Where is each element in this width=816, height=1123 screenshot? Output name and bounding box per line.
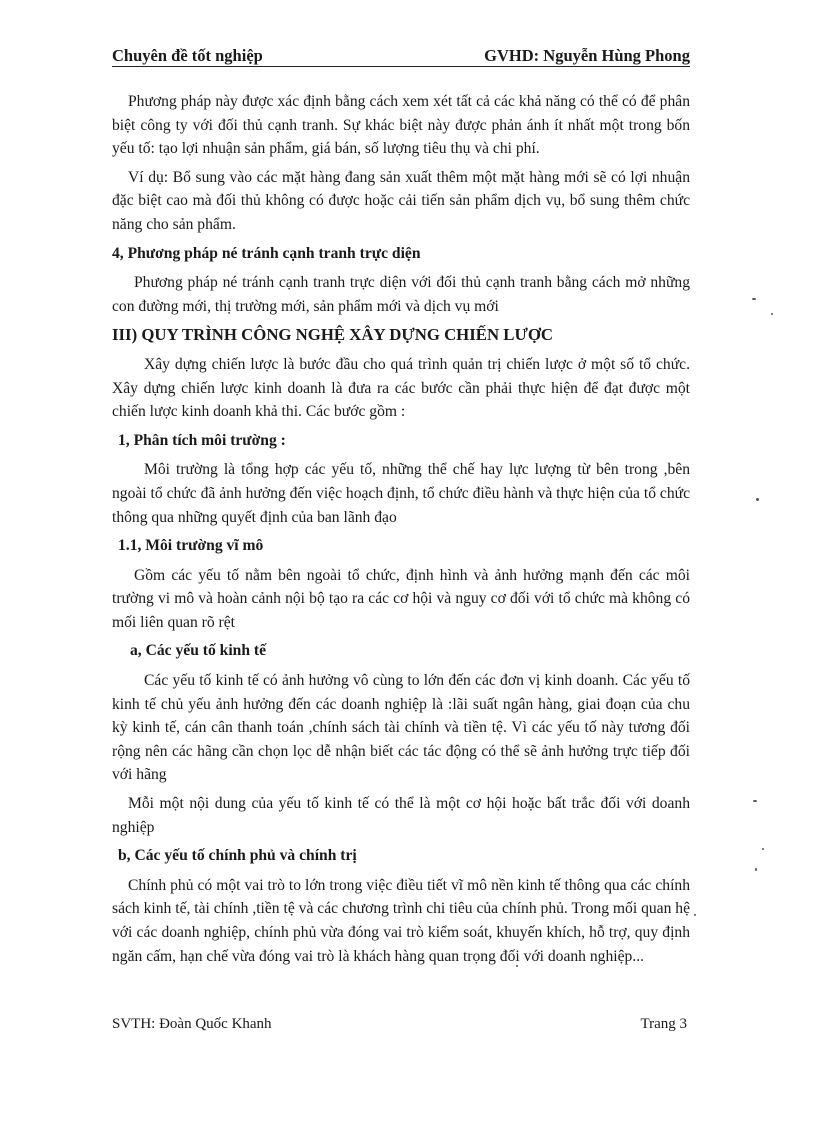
scan-speck bbox=[753, 800, 757, 802]
scan-speck bbox=[752, 298, 756, 300]
heading-section-1: 1, Phân tích môi trường : bbox=[118, 431, 286, 449]
paragraph-7: Các yếu tố kinh tế có ảnh hưởng vô cùng to lớn đến các đơn vị kinh doanh. Các yếu tố kinh tế chủ yếu ảnh hưởng đến các doanh nghiệp là :lãi suất ngân hàng, giai đoạn của chu kỳ kinh tế, cán cân thanh toán ,chính sách tài chính và tiền tệ. Vì các yếu tố này tương đối rộng nên các hãng cần chọn lọc dễ nhận biết các tác động có thể sẽ ảnh hưởng trực tiếp đối với hãng bbox=[112, 672, 690, 784]
heading-section-4: 4, Phương pháp né tránh cạnh tranh trực diện bbox=[112, 244, 421, 262]
paragraph-5: Môi trường là tổng hợp các yếu tố, những thể chế hay lực lượng từ bên trong ,bên ngoài tổ chức đã ảnh hưởng đến việc hoạch định, tổ chức điều hành và thực hiện của tổ chức thông qua những quyết định của ban lãnh đạo bbox=[112, 461, 690, 526]
paragraph-1: Phương pháp này được xác định bằng cách xem xét tất cả các khả năng có thể có để phân biệt công ty với đối thủ cạnh tranh. Sự khác biệt này được phản ánh ít nhất một trong bốn yếu tố: tạo lợi nhuận sản phẩm, giá bán, số lượng tiêu thụ và chi phí. bbox=[112, 93, 690, 158]
heading-section-a: a, Các yếu tố kinh tế bbox=[130, 642, 267, 660]
scan-speck bbox=[694, 914, 696, 916]
paragraph-6: Gồm các yếu tố nằm bên ngoài tổ chức, định hình và ảnh hưởng mạnh đến các môi trường vi mô và hoàn cảnh nội bộ tạo ra các cơ hội và nguy cơ đối với tổ chức mà không có mối liên quan rõ rệt bbox=[112, 566, 690, 631]
footer-author: SVTH: Đoàn Quốc Khanh bbox=[112, 1016, 272, 1032]
paragraph-8: Mỗi một nội dung của yếu tố kinh tế có thể là một cơ hội hoặc bất trắc đối với doanh nghiệp bbox=[112, 795, 690, 836]
header-title: Chuyên đề tốt nghiệp bbox=[112, 46, 263, 65]
paragraph-9: Chính phủ có một vai trò to lớn trong việc điều tiết vĩ mô nền kinh tế thông qua các chính sách kinh tế, tài chính ,tiền tệ và các chương trình chi tiêu của chính phủ. Trong mối quan hệ với các doanh nghiệp, chính phủ vừa đóng vai trò kiểm soát, khuyến khích, hỗ trợ, quy định ngăn cấm, hạn chế vừa đóng vai trò là khách hàng quan trọng đối với doanh nghiệp... bbox=[112, 876, 690, 965]
heading-section-1-1: 1.1, Môi trường vĩ mô bbox=[118, 537, 264, 555]
paragraph-3: Phương pháp né tránh cạnh tranh trực diện với đối thủ cạnh tranh bằng cách mở những con đường mới, thị trường mới, sản phẩm mới và dịch vụ mới bbox=[112, 274, 690, 315]
page-number: Trang 3 bbox=[640, 1016, 687, 1032]
scan-speck bbox=[771, 313, 773, 315]
scan-speck bbox=[755, 868, 757, 871]
paragraph-4: Xây dựng chiến lược là bước đầu cho quá trình quản trị chiến lược ở một số tổ chức. Xây dựng chiến lược kinh doanh là đưa ra các bước cần phải thực hiện để đạt được một chiến lược kinh doanh khả thi. Các bước gồm : bbox=[112, 355, 690, 421]
heading-section-b: b, Các yếu tố chính phủ và chính trị bbox=[118, 847, 357, 865]
header-divider bbox=[112, 66, 690, 67]
header-advisor: GVHD: Nguyễn Hùng Phong bbox=[484, 46, 690, 65]
page-header bbox=[112, 46, 690, 72]
scan-speck bbox=[756, 498, 759, 501]
heading-section-III: III) QUY TRÌNH CÔNG NGHỆ XÂY DỰNG CHIẾN LƯỢC bbox=[112, 325, 553, 345]
scan-speck bbox=[516, 965, 518, 967]
scan-speck bbox=[762, 848, 764, 850]
document-body bbox=[112, 90, 690, 973]
paragraph-2: Ví dụ: Bổ sung vào các mặt hàng đang sản xuất thêm một mặt hàng mới sẽ có lợi nhuận đặc biệt cao mà đối thủ không có được hoặc cải tiến sản phẩm dịch vụ, bổ sung thêm chức năng cho sản phẩm. bbox=[112, 168, 690, 233]
